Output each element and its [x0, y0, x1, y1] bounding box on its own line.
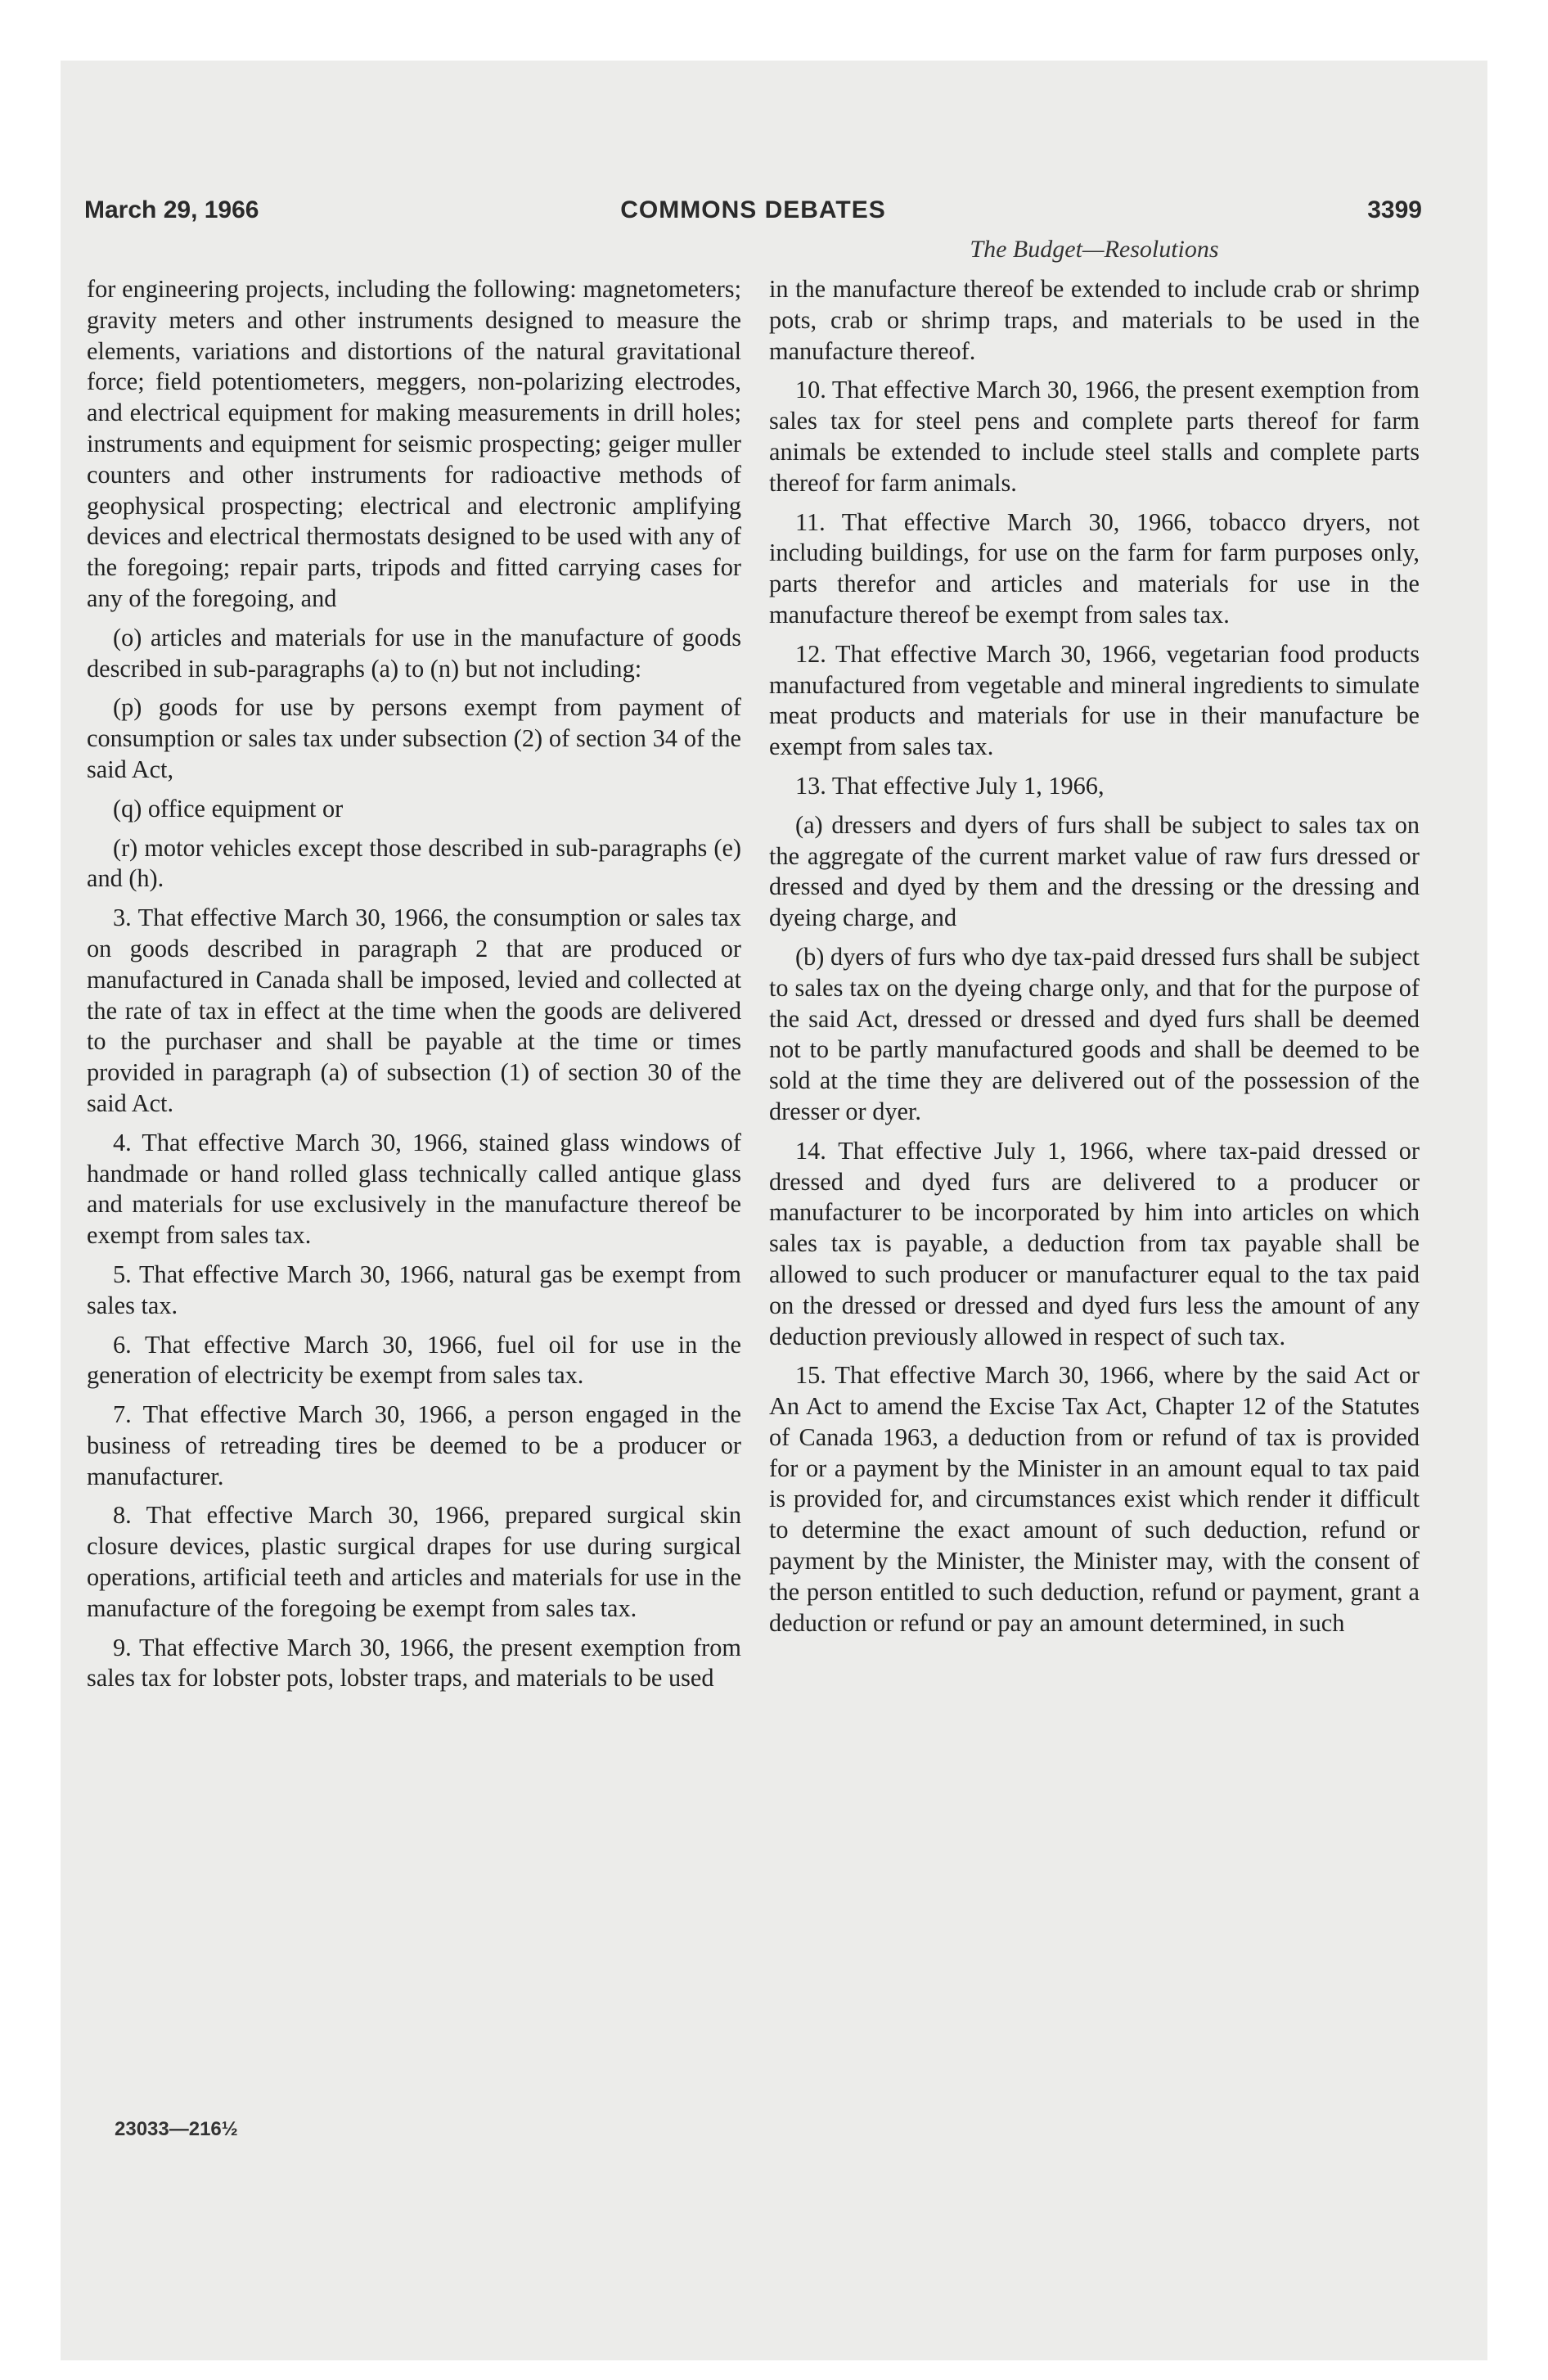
paragraph: 11. That effective March 30, 1966, tobacco dryers, not including buildings, for use on the farm for farm purposes only, parts therefor and articles and materials for use in the manufacture thereof be exempt from sales tax.: [769, 507, 1420, 629]
header-date: March 29, 1966: [84, 196, 259, 223]
paragraph: 13. That effective July 1, 1966,: [795, 771, 1105, 800]
paragraph: for engineering projects, including the following: magnetometers; gravity meters and other instruments designed to measure the elements, variations and distortions of the natural gravitational force; field potentiometers, meggers, non-polarizing electrodes, and electrical equipment for making measurements in drill holes; instruments and equipment for seismic prospecting; geiger muller counters and other instruments for radioactive methods of geophysical prospecting; electrical and electronic amplifying devices and electrical thermostats designed to be used with any of the foregoing; repair parts, tripods and fitted carrying cases for any of the foregoing, and: [87, 275, 741, 612]
paragraph: (q) office equipment or: [113, 794, 344, 823]
paragraph: 10. That effective March 30, 1966, the present exemption from sales tax for steel pens and complete parts thereof for farm animals be extended to include steel stalls and complete parts thereof for farm animals.: [769, 376, 1420, 497]
paragraph: 12. That effective March 30, 1966, vegetarian food products manufactured from vegetable and mineral ingredients to simulate meat products and materials for use in their manufacture be exempt from sales tax.: [769, 639, 1420, 761]
paragraph: (a) dressers and dyers of furs shall be subject to sales tax on the aggregate of the current market value of raw furs dressed or dressed and dyed by them and the dressing or the dressing and dyeing charge, and: [769, 810, 1420, 932]
header-title: COMMONS DEBATES: [620, 196, 886, 223]
paragraph: 4. That effective March 30, 1966, stained glass windows of handmade or hand rolled glass technically called antique glass and materials for use exclusively in the manufacture thereof be exempt from sales tax.: [87, 1128, 741, 1250]
paragraph: 7. That effective March 30, 1966, a person engaged in the business of retreading tires be deemed to be a producer or manufacturer.: [87, 1400, 741, 1490]
paragraph: (r) motor vehicles except those described in sub-paragraphs (e) and (h).: [87, 833, 741, 893]
paragraph: 5. That effective March 30, 1966, natural gas be exempt from sales tax.: [87, 1260, 741, 1319]
paragraph: 8. That effective March 30, 1966, prepared surgical skin closure devices, plastic surgical drapes for use during surgical operations, artificial teeth and articles and materials for use in the manufacture of the foregoing be exempt from sales tax.: [87, 1501, 741, 1622]
paragraph: 3. That effective March 30, 1966, the consumption or sales tax on goods described in paragraph 2 that are produced or manufactured in Canada shall be imposed, levied and collected at the rate of tax in effect at the time when the goods are delivered to the purchaser and shall be payable at the time or times provided in paragraph (a) of subsection (1) of section 30 of the said Act.: [87, 904, 741, 1117]
paragraph: 9. That effective March 30, 1966, the present exemption from sales tax for lobster pots, lobster traps, and materials to be used: [87, 1633, 741, 1693]
paragraph: 6. That effective March 30, 1966, fuel oil for use in the generation of electricity be exempt from sales tax.: [87, 1330, 741, 1390]
paragraph: 15. That effective March 30, 1966, where by the said Act or An Act to amend the Excise Tax Act, Chapter 12 of the Statutes of Canada 1963, a deduction from or refund of tax is provided for or a payment by the Minister in an amount equal to tax paid is provided for, and circumstances exist which render it difficult to determine the exact amount of such deduction, refund or payment by the Minister, the Minister may, with the consent of the person entitled to such deduction, refund or payment, grant a deduction or refund or pay an amount determined, in such: [769, 1361, 1420, 1637]
right-column: [769, 274, 1420, 1647]
footer-code: 23033—216½: [115, 2118, 238, 2140]
paragraph: 14. That effective July 1, 1966, where tax-paid dressed or dressed and dyed furs are delivered to a producer or manufacturer to be incorporated by him into articles on which sales tax is payable, a deduction from tax payable shall be allowed to such producer or manufacturer equal to the tax paid on the dressed or dressed and dyed furs less the amount of any deduction previously allowed in respect of such tax.: [769, 1136, 1420, 1350]
paragraph: (p) goods for use by persons exempt from payment of consumption or sales tax under subsection (2) of section 34 of the said Act,: [87, 693, 741, 783]
paragraph: (b) dyers of furs who dye tax-paid dressed furs shall be subject to sales tax on the dyeing charge only, and that for the purpose of the said Act, dressed or dressed and dyed furs shall be deemed not to be partly manufactured goods and shall be deemed to be sold at the time they are delivered out of the possession of the dresser or dyer.: [769, 942, 1420, 1125]
page-header: [84, 196, 1422, 239]
running-head: The Budget—Resolutions: [970, 236, 1219, 263]
page-number: 3399: [1367, 196, 1422, 223]
left-column: [87, 274, 741, 1702]
paragraph: in the manufacture thereof be extended to include crab or shrimp pots, crab or shrimp traps, and materials to be used in the manufacture thereof.: [769, 275, 1420, 365]
paragraph: (o) articles and materials for use in the manufacture of goods described in sub-paragraphs (a) to (n) but not including:: [87, 623, 741, 683]
